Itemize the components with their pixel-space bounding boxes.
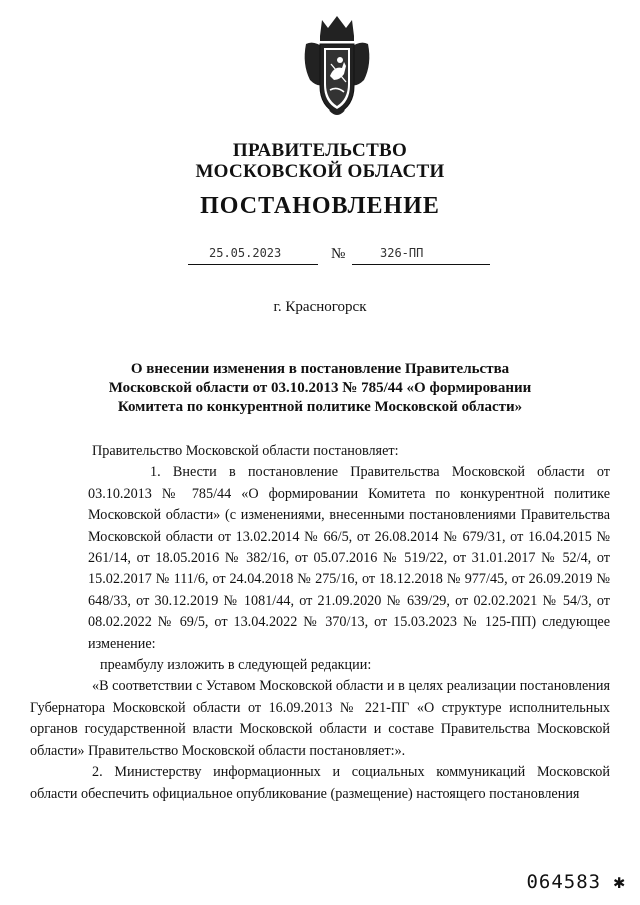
document-title-line1: О внесении изменения в постановление Правительства bbox=[130, 361, 510, 377]
coat-of-arms-icon bbox=[300, 14, 374, 118]
item-1-paragraph bbox=[88, 462, 610, 655]
document-type: ПОСТАНОВЛЕНИЕ bbox=[200, 193, 440, 219]
document-body bbox=[30, 441, 610, 805]
item-1-text: 1. Внести в постановление Правительства Московской области от 03.10.2013 № 785/44 «О формировании Комитета по конкурентной политике Московской области» (с изменениями, внесенными постановлениями Правительства Московской области от 13.02.2014 № 66/5, от 26.08.2014 № 679/31, от 16.04.2015 № 261/14, от 18.05.2016 № 382/16, от 05.07.2016 № 519/22, от 31.01.2017 № 52/4, от 15.02.2017 № 111/6, от 24.04.2018 № 275/16, от 18.12.2018 № 977/45, от 26.09.2019 № 648/33, от 30.12.2019 № 1081/44, от 21.09.2020 № 639/29, от 02.02.2021 № 54/3, от 08.02.2022 № 69/5, от 13.04.2022 № 370/13, от 15.03.2023 № 125-ПП) следующее изменение: bbox=[88, 464, 610, 652]
document-title bbox=[0, 360, 640, 417]
government-name-line1: ПРАВИТЕЛЬСТВО bbox=[232, 140, 408, 161]
document-title-line3: Комитета по конкурентной политике Московской области» bbox=[117, 399, 523, 415]
government-name-line2: МОСКОВСКОЙ ОБЛАСТИ bbox=[195, 161, 445, 182]
quoted-preamble: «В соответствии с Уставом Московской области и в целях реализации постановления Губернатора Московской области от 16.09.2013 № 221-ПГ «О структуре исполнительных органов государственной власти Московской области и составе Правительства Московской области» Правительство Московской области постановляет:». bbox=[30, 678, 610, 759]
government-name bbox=[0, 140, 640, 182]
number-sign: № bbox=[331, 246, 346, 262]
serial-number: 064583 ✱ bbox=[526, 871, 626, 893]
document-number: 326-ПП bbox=[380, 246, 424, 260]
document-title-line2: Московской области от 03.10.2013 № 785/44 «О формировании bbox=[108, 380, 532, 396]
item-2-paragraph: 2. Министерству информационных и социальных коммуникаций Московской области обеспечить официальное опубликование (размещение) настоящего постановления bbox=[30, 764, 610, 802]
document-date: 25.05.2023 bbox=[209, 246, 282, 260]
city: г. Красногорск bbox=[273, 299, 367, 315]
intro-paragraph: Правительство Московской области постановляет: bbox=[92, 443, 399, 459]
preamble-note: преамбулу изложить в следующей редакции: bbox=[100, 657, 372, 674]
